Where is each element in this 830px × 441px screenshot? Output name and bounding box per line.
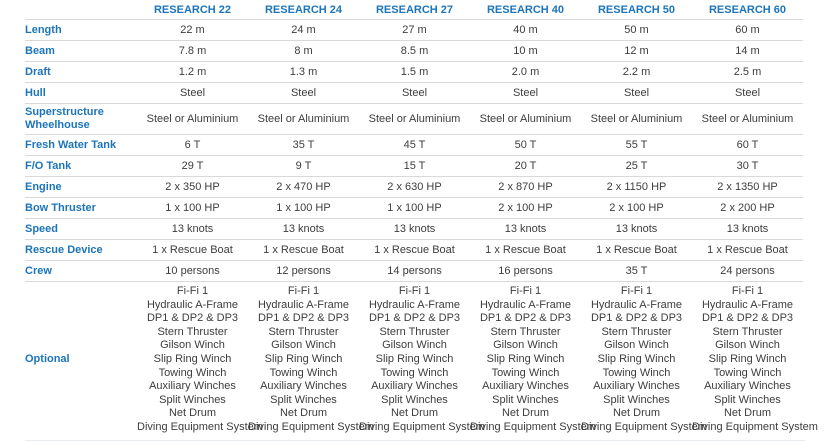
spec-row <box>25 219 803 240</box>
spec-value-cell: Steel or Aluminium <box>257 112 350 125</box>
column-header: RESEARCH 60 <box>708 3 787 16</box>
spec-value-cell: Steel or Aluminium <box>701 112 794 125</box>
row-label: Length <box>25 23 62 36</box>
spec-value-cell: 13 knots <box>504 222 547 235</box>
optional-item: Fi-Fi 1 <box>398 285 431 297</box>
column-header: RESEARCH 24 <box>264 3 343 16</box>
optional-item: Stern Thruster <box>712 325 783 338</box>
optional-item: Hydraulic A-Frame <box>257 298 350 311</box>
optional-item: Auxiliary Winches <box>593 380 680 393</box>
optional-item: Diving Equipment System <box>248 420 374 433</box>
optional-item: Hydraulic A-Frame <box>368 298 461 311</box>
spec-row <box>25 20 803 41</box>
spec-value-cell: 55 T <box>625 138 648 151</box>
optional-item: Split Winches <box>492 393 559 406</box>
optional-item: Stern Thruster <box>490 325 561 338</box>
spec-value-cell: 40 m <box>513 23 538 36</box>
optional-item: Hydraulic A-Frame <box>701 298 794 311</box>
spec-value-cell: Steel <box>623 86 650 99</box>
spec-value-cell: 2 x 350 HP <box>165 180 220 193</box>
spec-value-cell: 25 T <box>625 159 648 172</box>
spec-value-cell: 1.2 m <box>178 65 207 78</box>
spec-value-cell: 10 persons <box>165 264 220 277</box>
spec-value-cell: 9 T <box>295 159 312 172</box>
spec-value-cell: 13 knots <box>615 222 658 235</box>
spec-value-cell: 24 persons <box>720 264 775 277</box>
spec-row <box>25 198 803 219</box>
spec-value-cell: Steel or Aluminium <box>590 112 683 125</box>
row-label: Rescue Device <box>25 243 103 256</box>
row-label: Beam <box>25 44 55 57</box>
row-label: Engine <box>25 180 62 193</box>
row-label: Speed <box>25 222 59 235</box>
spec-value-cell: 2.2 m <box>622 65 651 78</box>
spec-value-cell: 12 persons <box>276 264 331 277</box>
optional-item: Slip Ring Winch <box>708 352 787 365</box>
spec-value-cell: 22 m <box>180 23 205 36</box>
spec-row <box>25 62 803 83</box>
spec-value-cell: 24 m <box>291 23 316 36</box>
vessel-comparison-table <box>25 0 818 439</box>
optional-item: Diving Equipment System <box>359 420 485 433</box>
optional-item: Slip Ring Winch <box>153 352 232 365</box>
optional-item: Net Drum <box>723 407 772 420</box>
spec-value-cell: 8.5 m <box>400 44 429 57</box>
spec-row <box>25 177 803 198</box>
optional-item: Slip Ring Winch <box>597 352 676 365</box>
optional-item: Auxiliary Winches <box>704 380 791 393</box>
optional-item: Stern Thruster <box>157 325 228 338</box>
optional-item: Fi-Fi 1 <box>509 285 542 297</box>
optional-item: Gilson Winch <box>271 339 336 352</box>
spec-value-cell: 1 x Rescue Boat <box>152 243 233 256</box>
spec-value-cell: 2 x 200 HP <box>720 201 775 214</box>
spec-value-cell: 1 x 100 HP <box>165 201 220 214</box>
optional-item: Gilson Winch <box>604 339 669 352</box>
optional-item: Diving Equipment System <box>692 420 818 433</box>
spec-value-cell: 35 T <box>625 264 648 277</box>
optional-item: Diving Equipment System <box>581 420 707 433</box>
optional-item: Fi-Fi 1 <box>731 285 764 297</box>
optional-item: Split Winches <box>270 393 337 406</box>
optional-item: Gilson Winch <box>493 339 558 352</box>
spec-row <box>25 156 803 177</box>
column-header: RESEARCH 40 <box>486 3 565 16</box>
optional-item: Net Drum <box>279 407 328 420</box>
spec-value-cell: 12 m <box>624 44 649 57</box>
spec-value-cell: 13 knots <box>282 222 325 235</box>
optional-item: Split Winches <box>381 393 448 406</box>
optional-item: Auxiliary Winches <box>260 380 347 393</box>
optional-item: Auxiliary Winches <box>482 380 569 393</box>
optional-item: Fi-Fi 1 <box>620 285 653 297</box>
spec-value-cell: 13 knots <box>393 222 436 235</box>
spec-value-cell: 6 T <box>184 138 201 151</box>
optional-item: Gilson Winch <box>160 339 225 352</box>
spec-value-cell <box>692 282 818 439</box>
spec-value-cell: 1.3 m <box>289 65 318 78</box>
optional-item: Towing Winch <box>713 366 782 379</box>
optional-item: Diving Equipment System <box>470 420 596 433</box>
header-row <box>25 0 803 20</box>
spec-value-cell: 14 m <box>735 44 760 57</box>
spec-row <box>25 261 803 282</box>
optional-item: Net Drum <box>501 407 550 420</box>
spec-value-cell: 29 T <box>181 159 204 172</box>
spec-value-cell: Steel or Aluminium <box>146 112 239 125</box>
spec-value-cell: 2 x 870 HP <box>498 180 553 193</box>
optional-item: Towing Winch <box>602 366 671 379</box>
spec-value-cell: 2 x 1150 HP <box>606 180 667 193</box>
optional-item: Slip Ring Winch <box>486 352 565 365</box>
spec-value-cell: 50 m <box>624 23 649 36</box>
spec-value-cell: 1 x Rescue Boat <box>707 243 788 256</box>
row-label: Hull <box>25 86 46 99</box>
optional-item: Stern Thruster <box>601 325 672 338</box>
optional-item: Net Drum <box>168 407 217 420</box>
optional-item: Stern Thruster <box>268 325 339 338</box>
spec-value-cell: 1 x Rescue Boat <box>263 243 344 256</box>
optional-item: DP1 & DP2 & DP3 <box>257 312 350 325</box>
spec-value-cell: 50 T <box>514 138 537 151</box>
spec-row <box>25 41 803 62</box>
spec-value-cell: 1 x Rescue Boat <box>596 243 677 256</box>
row-label: Draft <box>25 65 51 78</box>
optional-item: DP1 & DP2 & DP3 <box>479 312 572 325</box>
optional-item: Net Drum <box>390 407 439 420</box>
optional-item: Hydraulic A-Frame <box>590 298 683 311</box>
optional-item: Split Winches <box>714 393 781 406</box>
row-label: Fresh Water Tank <box>25 138 117 151</box>
spec-value-cell: 1.5 m <box>400 65 429 78</box>
optional-item: Gilson Winch <box>715 339 780 352</box>
corner-cell <box>25 0 137 20</box>
spec-table-body <box>25 20 818 439</box>
spec-value-cell: 8 m <box>294 44 313 57</box>
spec-value-cell: 1 x 100 HP <box>387 201 442 214</box>
spec-value-cell: 35 T <box>292 138 315 151</box>
row-label: Crew <box>25 264 52 277</box>
spec-value-cell: 13 knots <box>171 222 214 235</box>
spec-value-cell: Steel or Aluminium <box>368 112 461 125</box>
spec-value-cell: Steel <box>512 86 539 99</box>
optional-item: Split Winches <box>159 393 226 406</box>
optional-item: Towing Winch <box>158 366 227 379</box>
spec-value-cell: 16 persons <box>498 264 553 277</box>
spec-value-cell <box>359 282 485 439</box>
spec-value-cell: 30 T <box>736 159 759 172</box>
spec-value-cell: 1 x Rescue Boat <box>485 243 566 256</box>
spec-value-cell: 14 persons <box>387 264 442 277</box>
spec-value-cell: 2 x 100 HP <box>498 201 553 214</box>
spec-value-cell: 27 m <box>402 23 427 36</box>
spec-row <box>25 83 803 104</box>
spec-value-cell: Steel <box>290 86 317 99</box>
column-header: RESEARCH 27 <box>375 3 454 16</box>
spec-row <box>25 135 803 156</box>
optional-item: Towing Winch <box>269 366 338 379</box>
spec-value-cell: 2 x 1350 HP <box>717 180 778 193</box>
spec-value-cell <box>248 282 374 439</box>
optional-item: DP1 & DP2 & DP3 <box>701 312 794 325</box>
spec-value-cell: Steel <box>401 86 428 99</box>
spec-value-cell: 1 x Rescue Boat <box>374 243 455 256</box>
spec-value-cell: 13 knots <box>726 222 769 235</box>
optional-item: Stern Thruster <box>379 325 450 338</box>
spec-value-cell: 20 T <box>514 159 537 172</box>
optional-item: Hydraulic A-Frame <box>146 298 239 311</box>
spec-value-cell: 2.5 m <box>733 65 762 78</box>
optional-item: Auxiliary Winches <box>371 380 458 393</box>
optional-item: Towing Winch <box>491 366 560 379</box>
spec-value-cell: 60 m <box>735 23 760 36</box>
spec-value-cell: 15 T <box>403 159 426 172</box>
optional-item: Slip Ring Winch <box>375 352 454 365</box>
optional-item: Slip Ring Winch <box>264 352 343 365</box>
spec-row <box>25 282 803 439</box>
optional-item: DP1 & DP2 & DP3 <box>146 312 239 325</box>
optional-item: Diving Equipment System <box>137 420 263 433</box>
spec-value-cell: 2 x 470 HP <box>276 180 331 193</box>
optional-item: Fi-Fi 1 <box>287 285 320 297</box>
optional-item: Net Drum <box>612 407 661 420</box>
optional-item: Towing Winch <box>380 366 449 379</box>
column-header: RESEARCH 22 <box>153 3 232 16</box>
spec-value-cell: 60 T <box>736 138 759 151</box>
row-label: Bow Thruster <box>25 201 96 214</box>
spec-row <box>25 240 803 261</box>
spec-value-cell: 1 x 100 HP <box>276 201 331 214</box>
spec-value-cell: 45 T <box>403 138 426 151</box>
spec-row <box>25 104 803 135</box>
spec-value-cell <box>137 282 263 439</box>
optional-item: Auxiliary Winches <box>149 380 236 393</box>
spec-value-cell: 2 x 100 HP <box>609 201 664 214</box>
row-label: Optional <box>25 353 70 366</box>
optional-item: DP1 & DP2 & DP3 <box>590 312 683 325</box>
optional-item: Fi-Fi 1 <box>176 285 209 297</box>
optional-item: Split Winches <box>603 393 670 406</box>
spec-value-cell: 2.0 m <box>511 65 540 78</box>
spec-value-cell <box>470 282 596 439</box>
optional-item: DP1 & DP2 & DP3 <box>368 312 461 325</box>
spec-value-cell: 10 m <box>513 44 538 57</box>
column-header: RESEARCH 50 <box>597 3 676 16</box>
spec-value-cell: Steel or Aluminium <box>479 112 572 125</box>
spec-value-cell: 7.8 m <box>178 44 207 57</box>
row-label: F/O Tank <box>25 159 72 172</box>
spec-value-cell: Steel <box>179 86 206 99</box>
optional-item: Hydraulic A-Frame <box>479 298 572 311</box>
row-label: Superstructure Wheelhouse <box>25 106 104 131</box>
spec-value-cell: Steel <box>734 86 761 99</box>
optional-item: Gilson Winch <box>382 339 447 352</box>
spec-value-cell: 2 x 630 HP <box>387 180 442 193</box>
spec-value-cell <box>581 282 707 439</box>
